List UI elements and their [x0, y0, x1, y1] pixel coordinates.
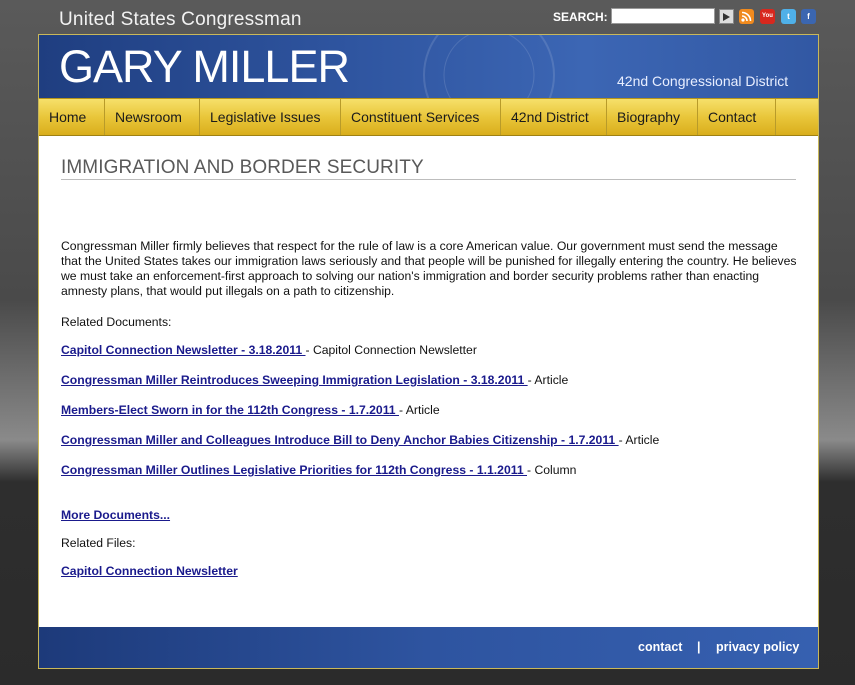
- seal-watermark-icon: [389, 35, 589, 98]
- document-item: [61, 463, 576, 477]
- footer-separator: |: [697, 640, 701, 654]
- document-type: - Article: [398, 403, 440, 417]
- document-type: - Article: [527, 373, 569, 387]
- facebook-icon[interactable]: f: [801, 9, 816, 24]
- more-documents: [61, 508, 170, 522]
- document-link[interactable]: Capitol Connection Newsletter - 3.18.2011: [61, 343, 306, 357]
- top-bar: [0, 0, 855, 34]
- related-documents-label: Related Documents:: [61, 315, 172, 329]
- document-item: [61, 343, 477, 357]
- related-files-label: Related Files:: [61, 536, 136, 550]
- footer: [39, 627, 818, 668]
- twitter-icon[interactable]: t: [781, 9, 796, 24]
- search-submit-button[interactable]: [719, 9, 734, 24]
- youtube-icon[interactable]: You: [760, 9, 775, 24]
- document-link[interactable]: Congressman Miller Outlines Legislative Priorities for 112th Congress - 1.1.2011: [61, 463, 527, 477]
- document-link[interactable]: Congressman Miller and Colleagues Introduce Bill to Deny Anchor Babies Citizenship - 1.7.2011: [61, 433, 619, 447]
- file-link[interactable]: Capitol Connection Newsletter: [61, 564, 238, 578]
- intro-text: [61, 239, 799, 299]
- page-title: IMMIGRATION AND BORDER SECURITY: [61, 157, 424, 178]
- file-item: [61, 564, 238, 578]
- heading-divider: [61, 179, 796, 180]
- district-label: 42nd Congressional District: [617, 73, 789, 89]
- search-input[interactable]: [611, 8, 715, 24]
- footer-contact-link[interactable]: contact: [638, 640, 683, 654]
- nav-item-legislative-issues[interactable]: Legislative Issues: [200, 99, 341, 135]
- site-title: United States Congressman: [59, 9, 302, 30]
- document-type: - Article: [618, 433, 660, 447]
- nav-item-biography[interactable]: Biography: [607, 99, 698, 135]
- nav-item-constituent-services[interactable]: Constituent Services: [341, 99, 501, 135]
- nav-item-contact[interactable]: Contact: [698, 99, 776, 135]
- main-nav: [39, 98, 818, 136]
- intro-paragraph: Congressman Miller firmly believes that respect for the rule of law is a core American value. Our government must send the message that the United States takes our immigration laws seriously and that people will be punished for illegally entering the country. He believes we must take an enforcement-first approach to solving our nation's immigration and border security problems rather than enacting amnesty plans, that would put illegals on a path to citizenship.: [61, 239, 797, 298]
- banner-name[interactable]: GARY MILLER: [59, 41, 349, 92]
- banner: [39, 35, 818, 98]
- document-link[interactable]: Members-Elect Sworn in for the 112th Congress - 1.7.2011: [61, 403, 399, 417]
- page-frame: [38, 34, 819, 669]
- nav-item-42nd-district[interactable]: 42nd District: [501, 99, 607, 135]
- nav-item-newsroom[interactable]: Newsroom: [105, 99, 200, 135]
- document-link[interactable]: Congressman Miller Reintroduces Sweeping Immigration Legislation - 3.18.2011: [61, 373, 528, 387]
- document-item: [61, 433, 659, 447]
- more-documents-link[interactable]: More Documents...: [61, 508, 171, 522]
- search-label: SEARCH:: [553, 10, 608, 24]
- document-type: - Column: [527, 463, 577, 477]
- document-item: [61, 403, 440, 417]
- rss-icon[interactable]: [739, 9, 754, 24]
- nav-item-home[interactable]: Home: [39, 99, 105, 135]
- document-item: [61, 373, 568, 387]
- footer-privacy-link[interactable]: privacy policy: [716, 640, 800, 654]
- document-type: - Capitol Connection Newsletter: [305, 343, 477, 357]
